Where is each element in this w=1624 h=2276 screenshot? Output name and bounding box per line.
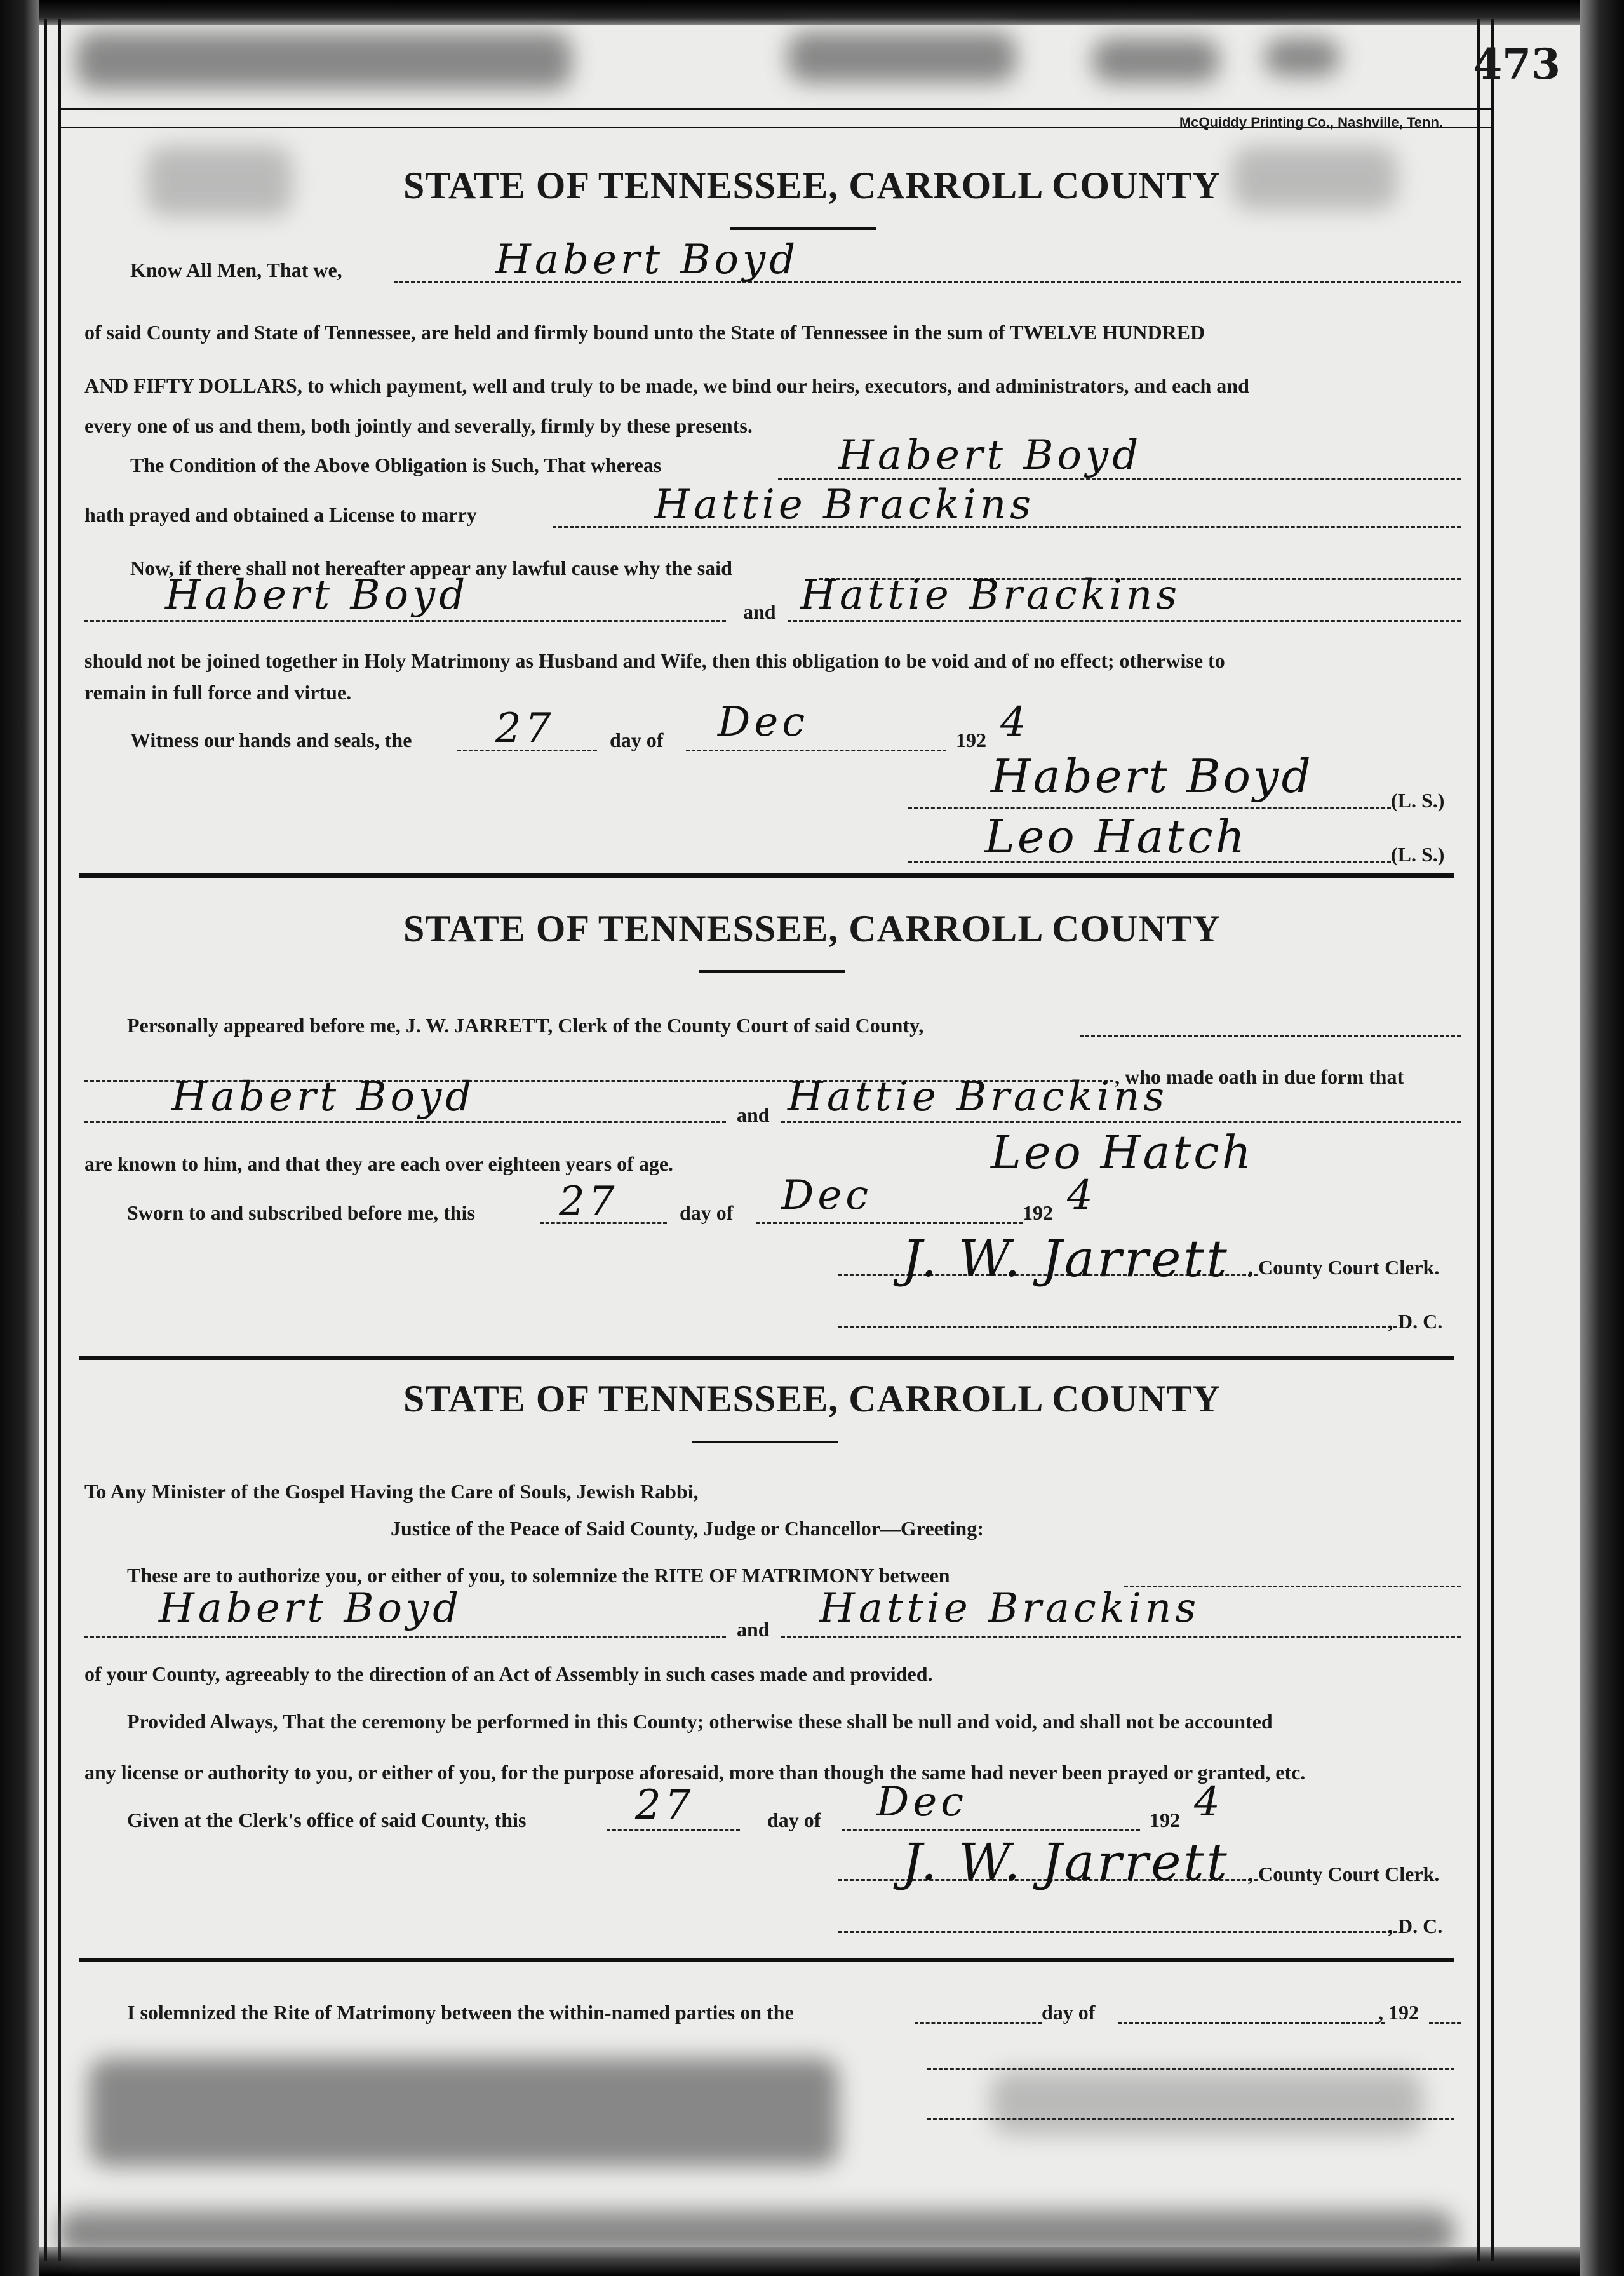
year-line: 192 xyxy=(1023,1201,1053,1224)
county-text: of your County, agreeably to the direction of an Act of Assembly in such cases made and provided. xyxy=(84,1662,933,1685)
signature-line xyxy=(927,2118,1454,2120)
witness-line: Witness our hands and seals, the xyxy=(130,729,412,751)
handwritten-month: Dec xyxy=(781,1172,873,1219)
handwritten-day: 27 xyxy=(495,705,555,752)
clerk-title: , County Court Clerk. xyxy=(1248,1256,1440,1279)
fill-line xyxy=(756,1222,1023,1224)
dc-label: , D. C. xyxy=(1388,1310,1443,1333)
day-of-label: day of xyxy=(1042,2001,1096,2024)
fill-line xyxy=(84,1121,726,1123)
handwritten-witness: Leo Hatch xyxy=(991,1126,1254,1179)
redacted-area xyxy=(991,2071,1423,2134)
redacted-area xyxy=(1092,38,1219,83)
solemnized-line: I solemnized the Rite of Matrimony between the within-named parties on the xyxy=(127,2001,794,2024)
handwritten-day: 27 xyxy=(635,1782,695,1829)
redacted-area xyxy=(76,32,572,89)
fill-line xyxy=(1080,1035,1461,1037)
section-title: STATE OF TENNESSEE, CARROLL COUNTY xyxy=(403,1378,1221,1420)
handwritten-year: 4 xyxy=(1000,699,1030,746)
year-line: , 192 xyxy=(1378,2001,1419,2024)
handwritten-month: Dec xyxy=(876,1779,968,1826)
day-of-label: day of xyxy=(610,729,664,751)
border-line xyxy=(44,19,47,2261)
handwritten-signature: Leo Hatch xyxy=(984,810,1247,863)
day-of-label: day of xyxy=(680,1201,734,1224)
and-label: and xyxy=(737,1618,770,1641)
section-divider xyxy=(79,873,1454,878)
fill-line xyxy=(781,1121,1461,1123)
fill-line xyxy=(842,1829,1140,1831)
title-underline xyxy=(699,970,845,973)
title-underline xyxy=(730,227,876,230)
handwritten-groom: Habert Boyd xyxy=(171,1074,476,1121)
handwritten-groom: Habert Boyd xyxy=(159,1585,463,1632)
seal-label: (L. S.) xyxy=(1391,843,1445,866)
page-number: 473 xyxy=(1473,39,1560,89)
personally-line: Personally appeared before me, J. W. JARRETT, Clerk of the County Court of said County, xyxy=(127,1014,924,1037)
handwritten-obligor: Habert Boyd xyxy=(495,236,800,283)
section-title: STATE OF TENNESSEE, CARROLL COUNTY xyxy=(403,165,1221,206)
redacted-area xyxy=(788,32,1016,83)
handwritten-bride: Hattie Brackins xyxy=(788,1074,1169,1121)
now-line: Now, if there shall not hereafter appear any lawful cause why the said xyxy=(130,556,732,579)
fill-line xyxy=(781,1636,1461,1638)
section-title: STATE OF TENNESSEE, CARROLL COUNTY xyxy=(403,908,1221,950)
and-label: and xyxy=(737,1103,770,1126)
given-line: Given at the Clerk's office of said County, this xyxy=(127,1808,527,1831)
section-divider xyxy=(79,1356,1454,1360)
year-line: 192 xyxy=(956,729,986,751)
border-line xyxy=(1491,19,1494,2261)
clerk-title: , County Court Clerk. xyxy=(1248,1862,1440,1885)
void-text: should not be joined together in Holy Matrimony as Husband and Wife, then this obligation to be void and of no effect; otherwise to xyxy=(84,649,1225,672)
handwritten-groom: Habert Boyd xyxy=(165,572,469,619)
redacted-area xyxy=(1264,38,1340,76)
fill-line xyxy=(84,620,726,622)
bond-text: every one of us and them, both jointly and severally, firmly by these presents. xyxy=(84,414,753,437)
header-rule xyxy=(58,108,1491,110)
fill-line xyxy=(607,1829,740,1831)
printer-imprint: McQuiddy Printing Co., Nashville, Tenn. xyxy=(1179,114,1443,130)
handwritten-bride: Hattie Brackins xyxy=(654,481,1035,529)
sworn-line: Sworn to and subscribed before me, this xyxy=(127,1201,475,1224)
and-label: and xyxy=(743,600,776,623)
license-authority-text: any license or authority to you, or either of you, for the purpose aforesaid, more than though the same had never been prayed or granted, etc. xyxy=(84,1761,1306,1784)
handwritten-clerk-signature: J. W. Jarrett xyxy=(902,1229,1230,1288)
to-any-minister: To Any Minister of the Gospel Having the Care of Souls, Jewish Rabbi, xyxy=(84,1480,699,1503)
handwritten-day: 27 xyxy=(559,1178,619,1225)
handwritten-signature: Habert Boyd xyxy=(991,750,1313,803)
handwritten-year: 4 xyxy=(1194,1779,1224,1826)
authorize-line: These are to authorize you, or either of you, to solemnize the RITE OF MATRIMONY between xyxy=(127,1564,950,1587)
bond-text: AND FIFTY DOLLARS, to which payment, well and truly to be made, we bind our heirs, executors, and administrators, and each and xyxy=(84,374,1249,397)
handwritten-bride: Hattie Brackins xyxy=(800,572,1181,619)
bond-text: of said County and State of Tennessee, are held and firmly bound unto the State of Tennessee in the sum of TWELVE HUNDRED xyxy=(84,321,1205,344)
dc-label: , D. C. xyxy=(1388,1915,1443,1937)
year-line: 192 xyxy=(1150,1808,1180,1831)
fill-line xyxy=(84,1636,726,1638)
seal-label: (L. S.) xyxy=(1391,789,1445,812)
handwritten-month: Dec xyxy=(718,699,809,746)
condition-line: The Condition of the Above Obligation is Such, That whereas xyxy=(130,454,662,476)
scan-edge-right xyxy=(1580,0,1624,2276)
border-line xyxy=(58,19,61,2261)
handwritten-groom: Habert Boyd xyxy=(838,432,1143,479)
handwritten-bride: Hattie Brackins xyxy=(819,1585,1200,1632)
signature-line xyxy=(838,1931,1397,1933)
signature-line xyxy=(927,2068,1454,2070)
border-line xyxy=(1477,19,1480,2261)
fill-line xyxy=(1118,2022,1385,2024)
justice-line: Justice of the Peace of Said County, Judge or Chancellor—Greeting: xyxy=(391,1517,984,1540)
license-line: hath prayed and obtained a License to marry xyxy=(84,503,477,526)
signature-line xyxy=(908,807,1391,809)
know-all-men-line: Know All Men, That we, xyxy=(130,259,342,281)
fill-line xyxy=(686,750,946,751)
redacted-area xyxy=(89,2058,838,2166)
signature-line xyxy=(838,1326,1397,1328)
title-underline xyxy=(692,1441,838,1443)
fill-line xyxy=(1429,2022,1461,2024)
redacted-area xyxy=(57,2211,1454,2255)
provided-line: Provided Always, That the ceremony be performed in this County; otherwise these shall be null and void, and shall not be accounted xyxy=(127,1710,1273,1733)
handwritten-clerk-signature: J. W. Jarrett xyxy=(902,1833,1230,1892)
scan-edge-left xyxy=(0,0,39,2276)
section-divider xyxy=(79,1958,1454,1962)
fill-line xyxy=(788,620,1461,622)
known-text: are known to him, and that they are each over eighteen years of age. xyxy=(84,1152,674,1175)
fill-line xyxy=(915,2022,1042,2024)
scan-edge-top xyxy=(0,0,1624,25)
handwritten-year: 4 xyxy=(1067,1172,1097,1219)
day-of-label: day of xyxy=(767,1808,821,1831)
oath-text: , who made oath in due form that xyxy=(1115,1065,1404,1088)
void-text: remain in full force and virtue. xyxy=(84,681,352,704)
